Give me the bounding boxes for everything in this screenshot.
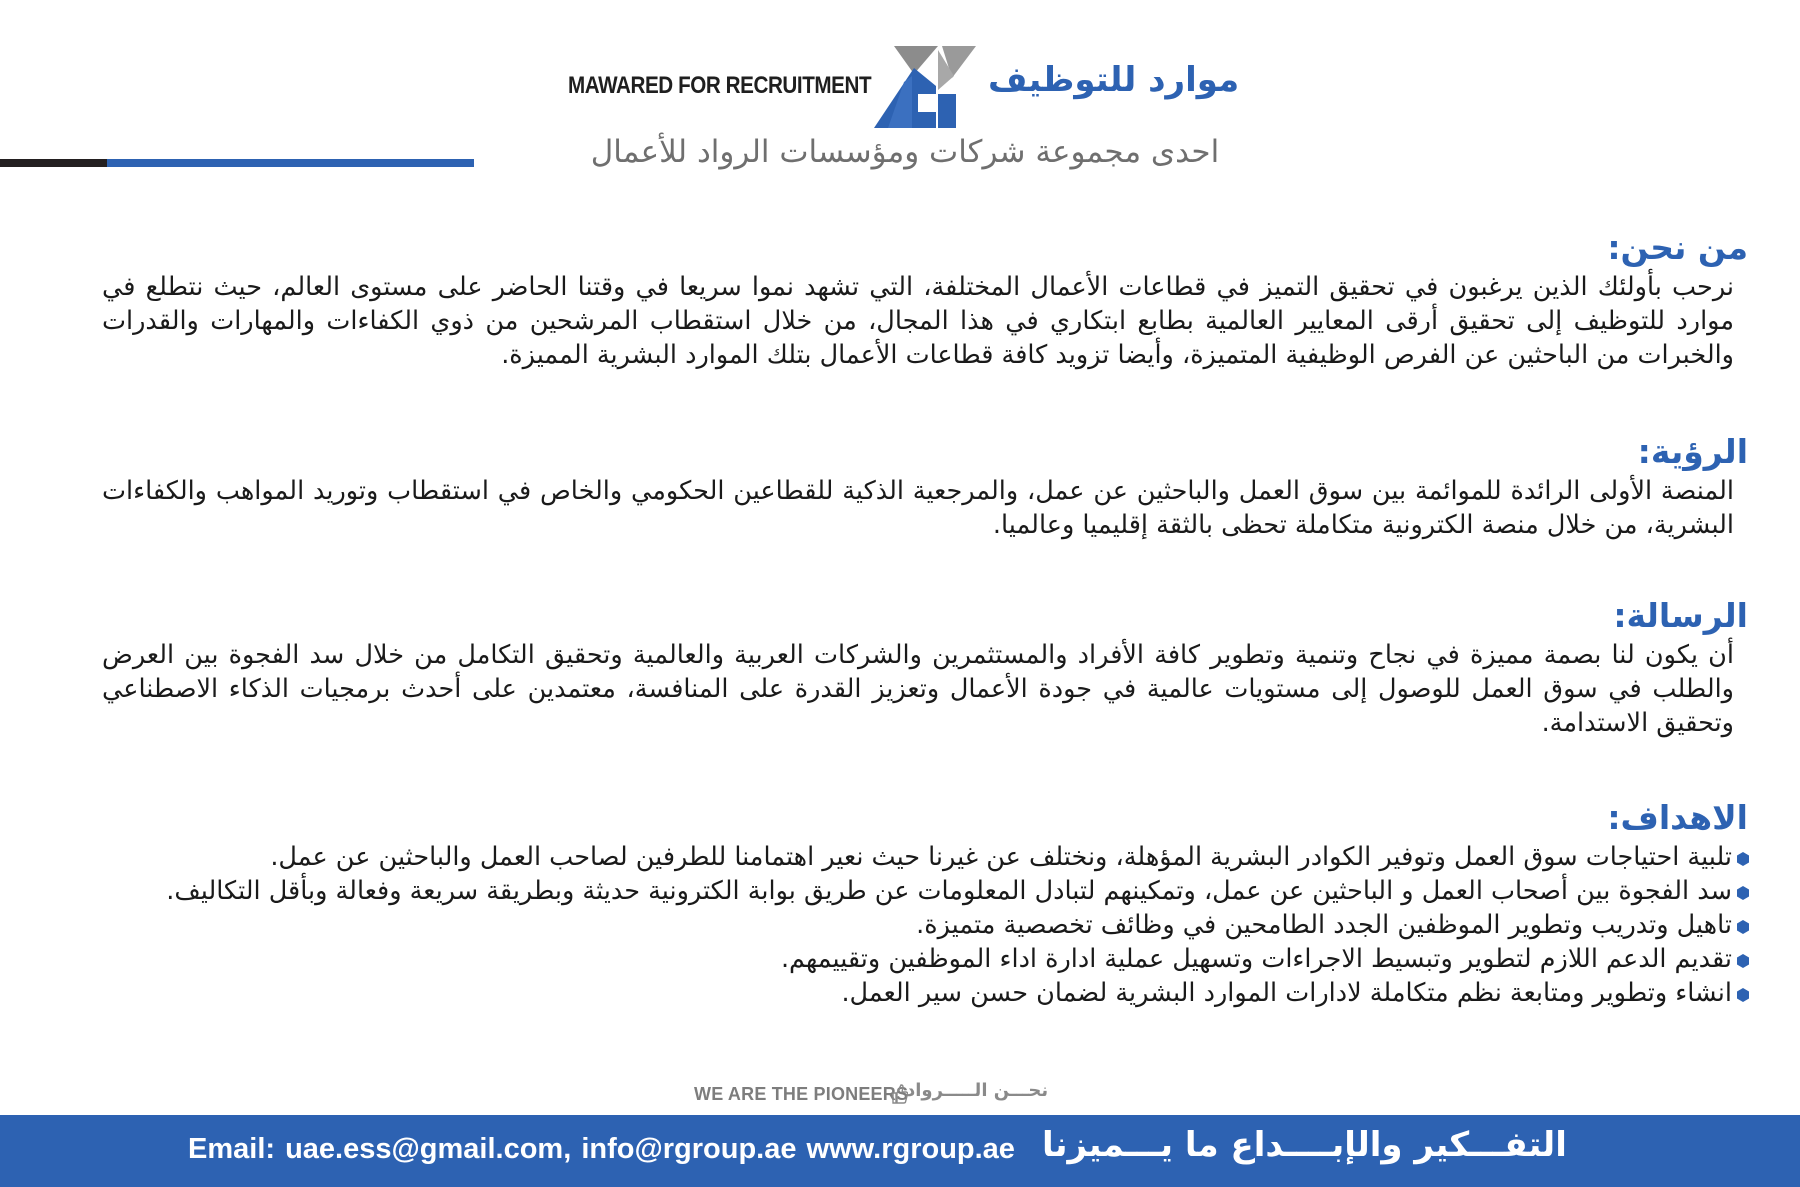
goal-item — [100, 840, 1750, 874]
section-mission — [0, 594, 1800, 740]
section-mission-body: أن يكون لنا بصمة مميزة في نجاح وتنمية وتطوير كافة الأفراد والمستثمرين والشركات العربية والعالمية وتحقيق التكامل من خلال سد الفجوة بين العرض والطلب في سوق العمل للوصول إلى مستويات عالمية في جودة الأعمال وتعزيز القدرة على المنافسة، معتمدين على أحدث برمجيات الذكاء الاصطناعي وتحقيق الاستدامة. — [102, 640, 1734, 738]
pioneers-text-ar: نحـــن الـــــرواد — [906, 1080, 1049, 1101]
company-tagline: احدى مجموعة شركات ومؤسسات الرواد للأعمال — [590, 134, 1220, 170]
page-header — [0, 0, 1800, 190]
section-vision-title: الرؤية: — [1637, 432, 1748, 471]
hexagon-bullet-icon — [1736, 886, 1750, 900]
hexagon-bullet-icon — [1736, 954, 1750, 968]
goal-item — [100, 976, 1750, 1010]
header-accent-line-blue — [107, 159, 474, 167]
goal-item-text: تلبية احتياجات سوق العمل وتوفير الكوادر البشرية المؤهلة، ونختلف عن غيرنا حيث نعير اهتمامنا للطرفين لصاحب العمل والباحثين عن عمل. — [270, 842, 1732, 872]
section-goals-title: الاهداف: — [1607, 798, 1748, 837]
goal-item-text: انشاء وتطوير ومتابعة نظم متكاملة لادارات الموارد البشرية لضمان حسن سير العمل. — [841, 978, 1732, 1008]
section-vision — [0, 430, 1800, 542]
goals-list — [0, 840, 1800, 1010]
section-vision-body: المنصة الأولى الرائدة للموائمة بين سوق العمل والباحثين عن عمل، والمرجعية الذكية للقطاعين الحكومي والخاص في استقطاب وتوريد المواهب والكفاءات البشرية، من خلال منصة الكترونية متكاملة تحظى بالثقة إقليميا وعالميا. — [102, 476, 1734, 540]
goal-item-text: تقديم الدعم اللازم لتطوير وتبسيط الاجراءات وتسهيل عملية ادارة اداء الموظفين وتقييمهم. — [780, 944, 1732, 974]
section-mission-title: الرسالة: — [1613, 596, 1748, 635]
goal-item-text: سد الفجوة بين أصحاب العمل و الباحثين عن عمل، وتمكينهم لتبادل المعلومات عن طريق بوابة الكترونية حديثة وبطريقة سريعة وفعالة وبأقل التكاليف. — [166, 876, 1732, 906]
goal-item — [100, 908, 1750, 942]
hexagon-bullet-icon — [1736, 988, 1750, 1002]
goal-item-text: تاهيل وتدريب وتطوير الموظفين الجدد الطامحين في وظائف تخصصية متميزة. — [916, 910, 1732, 940]
section-about-title: من نحن: — [1607, 228, 1748, 267]
section-goals — [0, 796, 1800, 1010]
goal-item — [100, 942, 1750, 976]
brand-name-en: MAWARED FOR RECRUITMENT — [568, 72, 872, 99]
footer-slogan: التفـــكير والإبــــداع ما يـــميزنا — [1042, 1125, 1567, 1165]
brand-name-ar: موارد للتوظيف — [988, 60, 1240, 100]
section-about-body: نرحب بأولئك الذين يرغبون في تحقيق التميز في قطاعات الأعمال المختلفة، التي تشهد نموا سريعا في وقتنا الحاضر على مستوى العالم، حيث نتطلع في موارد للتوظيف إلى تحقيق أرقى المعايير العالمية بطابع ابتكاري في هذا المجال، من خلال استقطاب المرشحين من ذوي الكفاءات والمهارات والقدرات والخبرات من الباحثين عن الفرص الوظيفية المتميزة، وأيضا تزويد كافة قطاعات الأعمال بتلك الموارد البشرية المميزة. — [102, 272, 1734, 370]
main-content — [0, 226, 1800, 1010]
pioneers-text-en: WE ARE THE PIONEERS — [694, 1084, 909, 1104]
header-accent-line-dark — [0, 159, 107, 167]
footer-contact-info[interactable]: Email: uae.ess@gmail.com, info@rgroup.ae www.rgroup.ae — [188, 1133, 1015, 1165]
mawared-logo-icon — [874, 46, 976, 128]
hexagon-bullet-icon — [1736, 920, 1750, 934]
goal-item — [100, 874, 1750, 908]
section-about — [0, 226, 1800, 372]
hexagon-bullet-icon — [1736, 852, 1750, 866]
footer-bar — [0, 1115, 1800, 1187]
